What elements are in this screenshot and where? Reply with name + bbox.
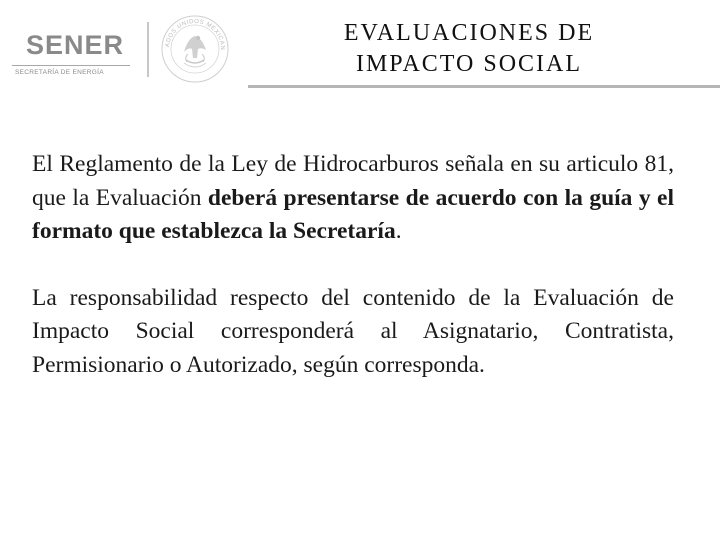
sener-logo [12,30,130,75]
slide-body [32,148,674,382]
title-line: IMPACTO SOCIAL [355,51,583,77]
logo-divider [12,65,130,66]
paragraph-bold-text: deberá presentarse de acuerdo con la guía y el formato que establezca la Secretaría [32,184,674,244]
paragraph-responsabilidad: La responsabilidad respecto del contenido de la Evaluación de Impacto Social corresponderá al Asignatario, Contratista, Permisionario o Autorizado, según corresponda. [32,284,674,378]
logo-name: SENER [26,30,125,60]
paragraph-text: . [395,218,402,244]
paragraph-text: El Reglamento de la Ley de Hidrocarburos señala en su articulo 81, que la Evaluación [32,151,674,211]
slide-title [248,18,634,80]
mexican-seal-icon [160,14,230,84]
paragraph-reglamento [32,148,674,249]
title-line: EVALUACIONES DE [343,20,595,46]
title-block [248,18,720,80]
header-vertical-divider [147,22,149,77]
seal-text: ADOS UNIDOS MEXICAN [165,18,226,51]
title-underline [248,85,720,88]
slide-header [0,0,720,100]
logo-subtitle: SECRETARÍA DE ENERGÍA [15,69,104,76]
